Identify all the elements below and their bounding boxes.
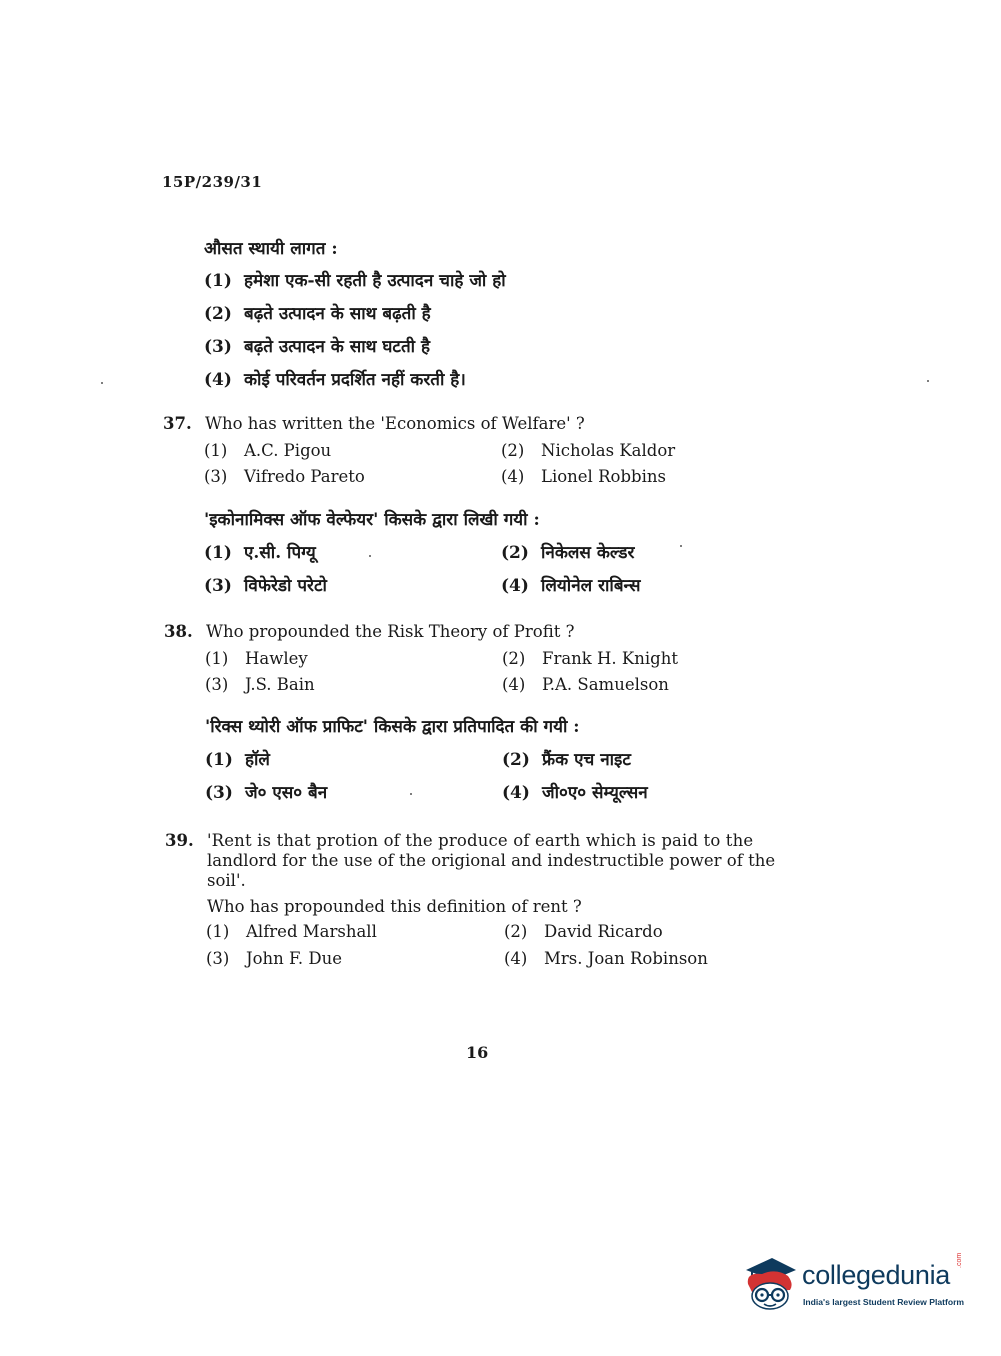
q39-option-en-1: (1) Alfred Marshall [206, 922, 377, 941]
scan-speck [101, 382, 103, 384]
q36-option-4: (4) कोई परिवर्तन प्रदर्शित नहीं करती है। [204, 370, 466, 390]
q39-quote-line-3: soil'. [207, 871, 246, 890]
q37-option-hi-2: (2) निकेलस केल्डर [501, 543, 635, 563]
q38-option-hi-2: (2) फ्रैंक एच नाइट [502, 750, 631, 770]
q38-stem-hindi: 'रिक्स थ्योरी ऑफ प्राफिट' किसके द्वारा प्रतिपादित की गयी : [205, 717, 580, 737]
paper-code: 15P/239/31 [162, 173, 263, 191]
q38-option-en-3: (3) J.S. Bain [205, 675, 315, 694]
logo-tagline: India's largest Student Review Platform [803, 1297, 965, 1307]
q37-option-en-4: (4) Lionel Robbins [501, 467, 666, 486]
q37-option-en-1: (1) A.C. Pigou [204, 441, 332, 460]
q38-option-hi-1: (1) हॉले [205, 750, 270, 770]
q37-option-en-3: (3) Vifredo Pareto [204, 467, 365, 486]
q36-option-2: (2) बढ़ते उत्पादन के साथ बढ़ती है [204, 304, 431, 324]
q37-option-hi-1: (1) ए.सी. पिग्यू [204, 543, 316, 563]
q39-stem-english: Who has propounded this definition of rent ? [207, 897, 582, 916]
q36-option-3: (3) बढ़ते उत्पादन के साथ घटती है [204, 337, 431, 357]
page-number: 16 [466, 1043, 489, 1062]
q38-option-en-4: (4) P.A. Samuelson [502, 675, 669, 694]
scan-speck [927, 380, 929, 382]
q39-option-en-4: (4) Mrs. Joan Robinson [504, 949, 708, 968]
q38-stem-english: Who propounded the Risk Theory of Profit ? [206, 622, 575, 641]
q38-option-en-2: (2) Frank H. Knight [502, 649, 678, 668]
q38-option-hi-4: (4) जी०ए० सेम्यूल्सन [502, 783, 648, 803]
scan-speck [369, 555, 371, 557]
collegedunia-logo [742, 1248, 972, 1318]
q37-option-en-2: (2) Nicholas Kaldor [501, 441, 676, 460]
q36-option-1: (1) हमेशा एक-सी रहती है उत्पादन चाहे जो हो [204, 271, 506, 291]
q39-option-en-3: (3) John F. Due [206, 949, 343, 968]
q37-option-hi-3: (3) विफेरेडो परेटो [204, 576, 327, 596]
q39-quote-line-2: landlord for the use of the origional and indestructible power of the [207, 851, 776, 870]
q38-number: 38. [164, 622, 193, 641]
q39-number: 39. [165, 831, 194, 850]
q37-option-hi-4: (4) लियोनेल राबिन्स [501, 576, 641, 596]
q37-stem-english: Who has written the 'Economics of Welfare' ? [205, 414, 585, 433]
logo-domain-suffix: .com [956, 1252, 963, 1268]
q36-stem-hindi: औसत स्थायी लागत : [204, 239, 338, 259]
student-mascot-icon [742, 1254, 798, 1312]
q38-option-hi-3: (3) जे० एस० बैन [205, 783, 328, 803]
q38-option-en-1: (1) Hawley [205, 649, 308, 668]
q39-quote-line-1: 'Rent is that protion of the produce of earth which is paid to the [207, 831, 754, 850]
q37-stem-hindi: 'इकोनामिक्स ऑफ वेल्फेयर' किसके द्वारा लिखी गयी : [204, 510, 540, 530]
logo-wordmark: collegedunia [802, 1260, 951, 1290]
q39-option-en-2: (2) David Ricardo [504, 922, 663, 941]
scan-speck [410, 793, 412, 795]
q37-number: 37. [163, 414, 192, 433]
scan-speck [680, 545, 682, 547]
